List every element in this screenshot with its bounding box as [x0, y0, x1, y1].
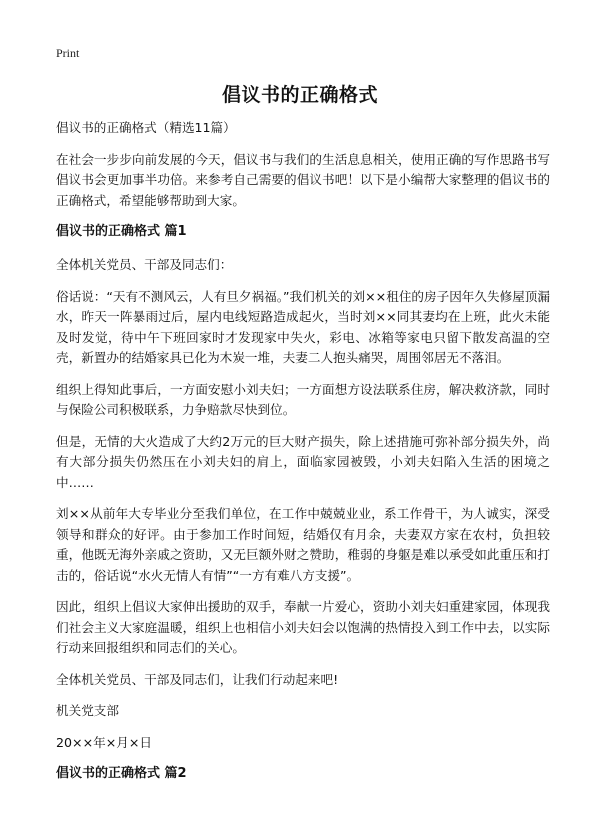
page-title: 倡议书的正确格式: [221, 84, 378, 106]
salutation-paragraph: 全体机关党员、干部及同志们：: [56, 257, 233, 272]
signature-line: 机关党支部: [56, 703, 119, 718]
date-line: 20××年×月×日: [56, 734, 153, 750]
print-link[interactable]: Print: [56, 46, 80, 60]
section-heading-2: 倡议书的正确格式 篇2: [56, 766, 187, 781]
body-paragraph: 因此，组织上倡议大家伸出援助的双手，奉献一片爱心，资助小刘夫妇重建家园，体现我们社会主义大家庭温暖，组织上也相信小刘夫妇会以饱满的热情投入到工作中去，以实际行动来回报组织和同志们的关心。: [56, 599, 550, 655]
article-body: [56, 118, 550, 797]
body-paragraph: 俗话说：“天有不测风云，人有旦夕祸福。”我们机关的刘××租住的房子因年久失修屋顶漏水，昨天一阵暴雨过后，屋内电线短路造成起火，当时刘××同其妻均在上班，此火未能及时发觉，待中午下班回家时才发现家中失火，彩电、冰箱等家电只留下散发高温的空壳，新置办的结婚家具已化为木炭一堆，夫妻二人抱头痛哭，周围邻居无不落泪。: [56, 288, 550, 365]
body-paragraph: 刘××从前年大专毕业分至我们单位，在工作中兢兢业业，系工作骨干，为人诚实，深受领导和群众的好评。由于参加工作时间短，结婚仅有月余，夫妻双方家在农村，负担较重，他既无海外亲戚之资助，又无巨额外财之赞助，稚弱的身躯是难以承受如此重压和打击的，俗话说“水火无情人有情”“一方有难八方支援”。: [56, 506, 550, 583]
intro-paragraph: 在社会一步步向前发展的今天，倡议书与我们的生活息息相关，使用正确的写作思路书写倡议书会更加事半功倍。来参考自己需要的倡议书吧！以下是小编帮大家整理的倡议书的正确格式，希望能够帮助到大家。: [56, 151, 550, 208]
article-subtitle: 倡议书的正确格式（精选11篇）: [56, 120, 236, 135]
section-heading-1: 倡议书的正确格式 篇1: [56, 224, 187, 239]
call-to-action-paragraph: 全体机关党员、干部及同志们，让我们行动起来吧!: [56, 671, 339, 687]
body-paragraph: 但是，无情的大火造成了大约2万元的巨大财产损失，除上述措施可弥补部分损失外，尚有大部分损失仍然压在小刘夫妇的肩上，面临家园被毁，小刘夫妇陷入生活的困境之中……: [56, 433, 550, 490]
body-paragraph: 组织上得知此事后，一方面安慰小刘夫妇；一方面想方设法联系住房，解决救济款，同时与保险公司积极联系，力争赔款尽快到位。: [56, 381, 550, 417]
